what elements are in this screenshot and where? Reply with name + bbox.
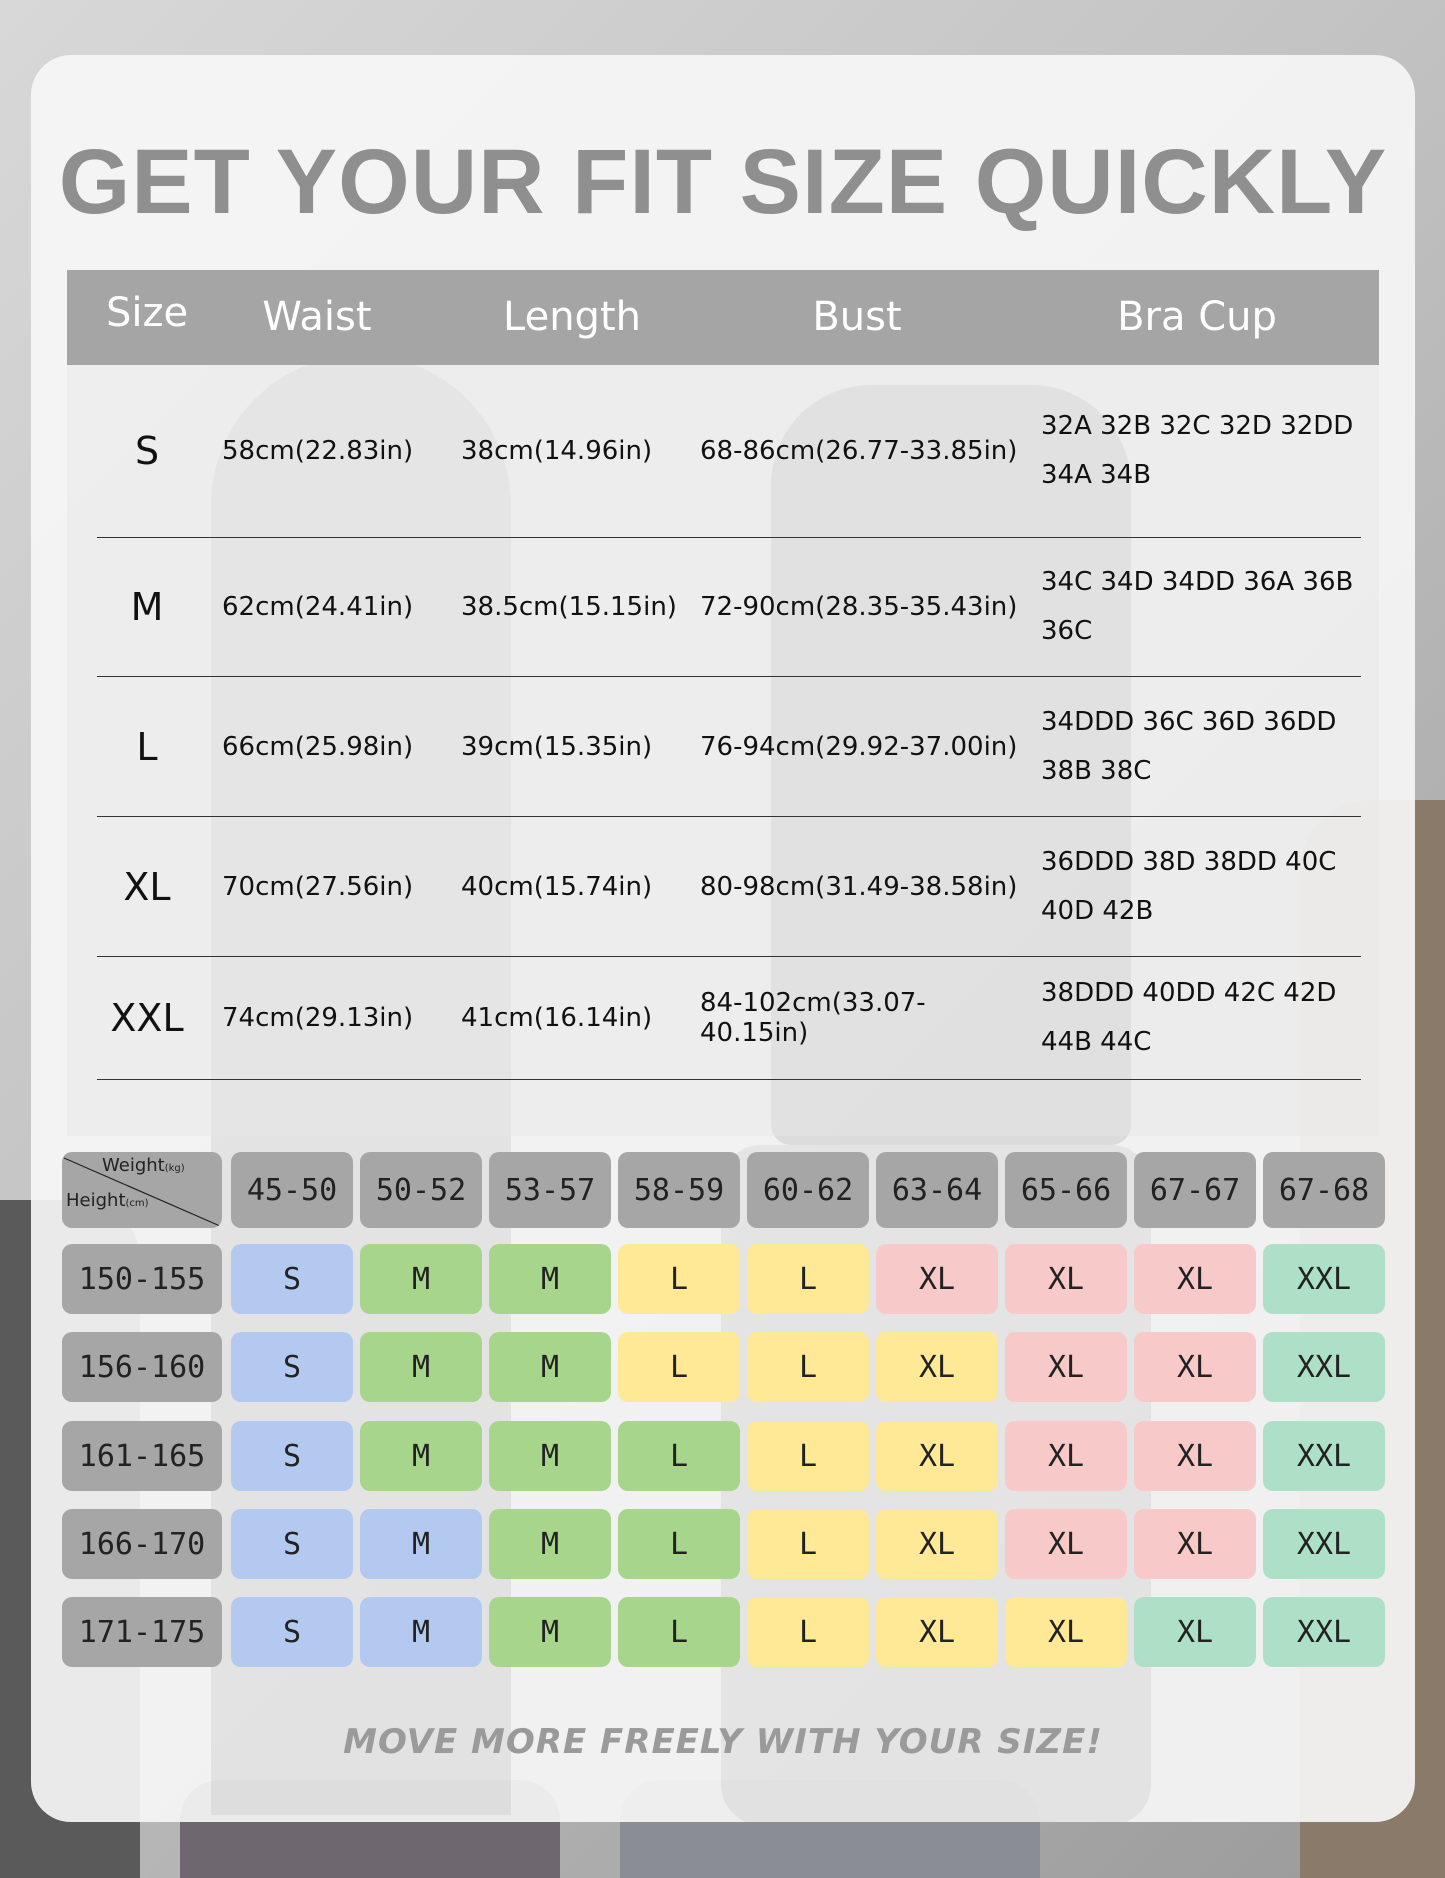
size-cell: XL [1134,1244,1256,1314]
height-range-header: 150-155 [62,1244,222,1314]
size-cell: XL [1005,1332,1127,1402]
size-cell: M [489,1509,611,1579]
bust-cell: 76-94cm(29.92-37.00in) [700,731,1018,762]
length-cell: 38cm(14.96in) [461,436,653,466]
size-guide-card [31,55,1415,1822]
size-cell: S [231,1244,353,1314]
size-cell: L [747,1244,869,1314]
measurement-row [97,677,1361,817]
weight-unit: (kg) [164,1163,185,1174]
bust-cell: 80-98cm(31.49-38.58in) [700,871,1018,902]
length-cell: 39cm(15.35in) [461,731,653,762]
bra-cup-line: 36DDD 38D 38DD 40C [1041,846,1337,877]
size-cell: M [489,1244,611,1314]
measurement-row [97,817,1361,957]
bra-cup-line: 36C [1041,616,1093,646]
corner-height-label [66,1190,149,1211]
header-length: Length [503,294,641,340]
size-cell: S [231,1332,353,1402]
weight-range-header: 60-62 [747,1152,869,1228]
size-cell: XL [123,864,171,909]
size-cell: XL [876,1332,998,1402]
weight-range-header: 53-57 [489,1152,611,1228]
size-cell: XL [876,1421,998,1491]
bra-cup-line: 38B 38C [1041,755,1152,786]
weight-range-header: 58-59 [618,1152,740,1228]
weight-range-header: 63-64 [876,1152,998,1228]
bra-cup-line: 32A 32B 32C 32D 32DD [1041,411,1354,441]
size-cell: XXL [1263,1332,1385,1402]
size-cell: XL [876,1597,998,1667]
header-size: Size [105,290,189,336]
size-cell: S [231,1509,353,1579]
measurement-table-header [67,270,1379,365]
waist-cell: 66cm(25.98in) [222,731,414,762]
waist-cell: 62cm(24.41in) [222,592,414,622]
bra-cup-line: 38DDD 40DD 42C 42D [1041,978,1337,1008]
size-cell: L [747,1332,869,1402]
size-cell: S [231,1597,353,1667]
size-cell: XXL [1263,1421,1385,1491]
size-cell: XL [1005,1597,1127,1667]
size-cell: S [134,429,160,473]
size-cell: L [618,1509,740,1579]
size-cell: XL [1134,1597,1256,1667]
size-cell: L [618,1597,740,1667]
height-range-header: 161-165 [62,1421,222,1491]
bra-cup-cell [1041,538,1361,676]
measurement-row [97,365,1361,538]
size-cell: L [618,1244,740,1314]
header-bra-cup: Bra Cup [1117,294,1277,340]
corner-weight-label [102,1155,185,1176]
height-range-header: 171-175 [62,1597,222,1667]
bra-cup-line: 34C 34D 34DD 36A 36B [1041,567,1354,597]
weight-range-header: 65-66 [1005,1152,1127,1228]
size-cell: XL [1005,1244,1127,1314]
bra-cup-line: 34A 34B [1041,460,1152,490]
size-cell: XL [876,1244,998,1314]
measurement-row [97,538,1361,677]
size-cell: XL [1134,1421,1256,1491]
weight-range-header: 67-68 [1263,1152,1385,1228]
weight-range-header: 50-52 [360,1152,482,1228]
bra-cup-line: 40D 42B [1041,895,1154,926]
size-cell: L [747,1597,869,1667]
waist-cell: 58cm(22.83in) [222,436,414,466]
size-cell: XXL [1263,1244,1385,1314]
size-cell: XXL [1263,1597,1385,1667]
height-range-header: 166-170 [62,1509,222,1579]
weight-range-header: 67-67 [1134,1152,1256,1228]
size-cell: M [489,1332,611,1402]
size-cell: XL [1134,1509,1256,1579]
waist-cell: 74cm(29.13in) [222,1003,414,1033]
size-cell: M [360,1244,482,1314]
size-cell: L [618,1421,740,1491]
weight-range-header: 45-50 [231,1152,353,1228]
measurement-table [67,270,1379,1136]
size-cell: M [489,1597,611,1667]
size-cell: XL [876,1509,998,1579]
height-label: Height [66,1190,126,1211]
bra-cup-cell [1041,817,1361,956]
bra-cup-cell [1041,677,1361,816]
size-cell: M [360,1597,482,1667]
length-cell: 38.5cm(15.15in) [461,592,677,622]
size-cell: L [136,724,158,769]
size-cell: L [618,1332,740,1402]
size-cell: M [360,1332,482,1402]
height-range-header: 156-160 [62,1332,222,1402]
bra-cup-line: 44B 44C [1041,1027,1152,1057]
length-cell: 41cm(16.14in) [461,1003,653,1033]
size-cell: XL [1005,1421,1127,1491]
size-cell: M [360,1509,482,1579]
weight-height-corner [62,1152,222,1228]
height-unit: (cm) [125,1198,149,1209]
waist-cell: 70cm(27.56in) [222,871,414,902]
bra-cup-line: 34DDD 36C 36D 36DD [1041,706,1337,737]
footer-slogan: MOVE MORE FREELY WITH YOUR SIZE! [343,1722,1103,1762]
size-cell: M [360,1421,482,1491]
bra-cup-cell [1041,957,1361,1079]
measurement-row [97,957,1361,1080]
length-cell: 40cm(15.74in) [461,871,653,902]
size-cell: L [747,1421,869,1491]
header-bust: Bust [812,294,902,340]
weight-label: Weight [102,1155,165,1176]
bra-cup-cell [1041,365,1361,537]
size-cell: XL [1134,1332,1256,1402]
size-cell: L [747,1509,869,1579]
size-cell: XXL [1263,1509,1385,1579]
bust-cell: 72-90cm(28.35-35.43in) [700,592,1018,622]
page-title: GET YOUR FIT SIZE QUICKLY [58,131,1388,233]
size-cell: XL [1005,1509,1127,1579]
size-cell: M [489,1421,611,1491]
bust-cell: 68-86cm(26.77-33.85in) [700,436,1018,466]
size-cell: XXL [110,996,184,1040]
header-waist: Waist [262,294,372,340]
bust-cell: 84-102cm(33.07-40.15in) [700,988,926,1048]
size-cell: S [231,1421,353,1491]
size-cell: M [130,585,164,629]
